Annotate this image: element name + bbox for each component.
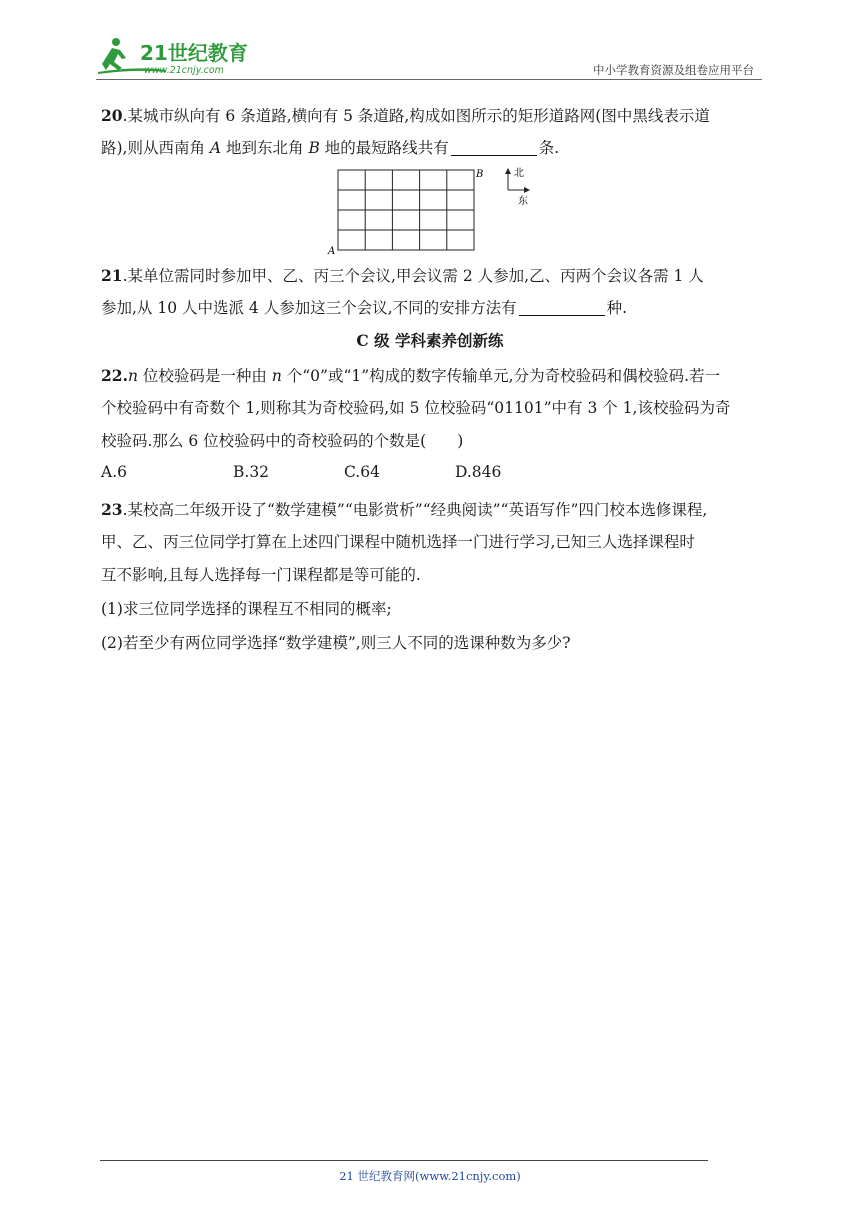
question-number: 22: [101, 366, 123, 385]
footer-divider: [100, 1160, 708, 1161]
point-a-label: A: [328, 246, 336, 256]
question-23-part-1: (1)求三位同学选择的课程互不相同的概率;: [101, 600, 392, 618]
question-22-line-2: 个校验码中有奇数个 1,则称其为奇校验码,如 5 位校验码“01101”中有 3 个 1,该校验码为奇: [101, 399, 731, 417]
answer-blank: [519, 297, 605, 316]
question-number: 21: [101, 266, 123, 285]
question-22: 22.n 位校验码是一种由 n 个“0”或“1”构成的数字传输单元,分为奇校验码和偶校验码.若一: [101, 366, 721, 385]
question-23-line-3: 互不影响,且每人选择每一门课程都是等可能的.: [101, 566, 421, 584]
question-20: 20.某城市纵向有 6 条道路,横向有 5 条道路,构成如图所示的矩形道路网(图中黑线表示道: [101, 106, 710, 125]
footer-site[interactable]: 21 世纪教育网(www.21cnjy.com): [339, 1169, 521, 1183]
platform-name: 中小学教育资源及组卷应用平台: [593, 63, 754, 77]
point-b-label: B: [476, 169, 484, 180]
option-d: D.846: [455, 463, 502, 481]
question-20-line-2: 路),则从西南角 A 地到东北角 B 地的最短路线共有 条.: [101, 139, 560, 157]
logo-url: www.21cnjy.com: [144, 65, 224, 76]
option-c: C.64: [344, 463, 380, 481]
question-23-part-2: (2)若至少有两位同学选择“数学建模”,则三人不同的选课种数为多少?: [101, 634, 571, 652]
question-21: 21.某单位需同时参加甲、乙、丙三个会议,甲会议需 2 人参加,乙、丙两个会议各需 1 人: [101, 266, 704, 285]
question-22-line-3: 校验码.那么 6 位校验码中的奇校验码的个数是( ): [101, 432, 464, 450]
question-21-line-2: 参加,从 10 人中选派 4 人参加这三个会议,不同的安排方法有 种.: [101, 299, 628, 317]
page-header: [96, 36, 760, 80]
answer-blank: [451, 137, 537, 156]
question-number: 20: [101, 106, 123, 125]
option-a: A.6: [101, 463, 127, 481]
question-number: 23: [101, 500, 123, 519]
section-c-title: C 级 学科素养创新练: [356, 331, 504, 350]
option-b: B.32: [233, 463, 270, 481]
road-grid-figure: [322, 166, 542, 256]
logo-21cnjy: [96, 36, 266, 76]
question-23: 23.某校高二年级开设了“数学建模”“电影赏析”“经典阅读”“英语写作”四门校本选修课程,: [101, 500, 708, 519]
header-divider: [96, 79, 762, 80]
question-23-line-2: 甲、乙、丙三位同学打算在上述四门课程中随机选择一门进行学习,已知三人选择课程时: [101, 533, 695, 551]
north-label: 北: [514, 168, 524, 179]
logo-text: 21世纪教育: [140, 41, 248, 65]
east-label: 东: [518, 196, 528, 207]
